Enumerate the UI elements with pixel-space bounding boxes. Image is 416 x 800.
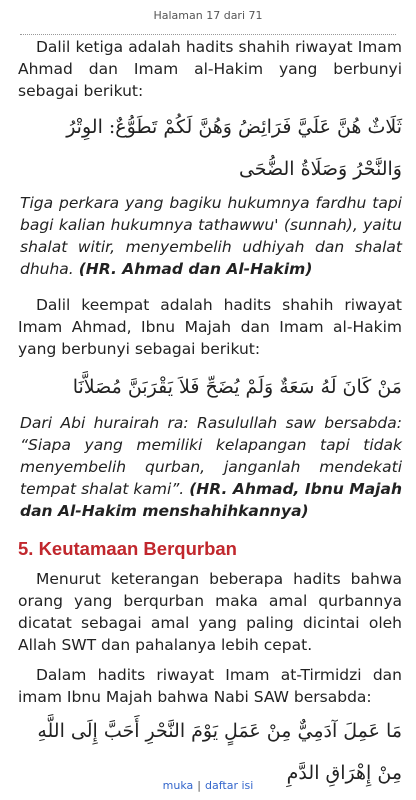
translation-2-reference: (HR. Ahmad, Ibnu Majah dan Al-Hakim menshahihkannya) bbox=[20, 480, 402, 520]
translation-2-text: Dari Abi hurairah ra: Rasulullah saw bersabda: “Siapa yang memiliki kelapangan tapi tidak menyembelih qurban, janganlah mendekati tempat shalat kami”. bbox=[20, 414, 402, 498]
section-heading: 5. Keutamaan Berqurban bbox=[18, 538, 237, 559]
translation-1 bbox=[18, 192, 402, 280]
home-link[interactable]: muka bbox=[162, 779, 194, 792]
paragraph-tirmidzi: Dalam hadits riwayat Imam at-Tirmidzi dan imam Ibnu Majah bahwa Nabi SAW bersabda: bbox=[18, 666, 402, 706]
paragraph-keutamaan: Menurut keterangan beberapa hadits bahwa orang yang berqurban maka amal qurbannya dicatat sebagai amal yang paling dicintai oleh Allah SWT dan pahalanya lebih cepat. bbox=[18, 570, 402, 654]
translation-1-text: Tiga perkara yang bagiku hukumnya fardhu tapi bagi kalian hukumnya tathawwu' (sunnah), yaitu shalat witir, menyembelih udhiyah dan shalat dhuha. bbox=[20, 194, 402, 278]
page-number-label: Halaman 17 dari 71 bbox=[153, 9, 263, 22]
arabic-hadith-2: مَنْ كَانَ لَهُ سَعَةٌ وَلَمْ يُضَحِّ فَلاَ يَقْرَبَنَّ مُصَلاَّنَا bbox=[72, 376, 402, 398]
footer-separator: | bbox=[197, 779, 201, 792]
arabic-hadith-3: مَا عَمِلَ آدَمِيٌّ مِنْ عَمَلٍ يَوْمَ النَّحْرِ أَحَبَّ إِلَى اللَّهِ مِنْ إِهْرَاقِ الدَّمِ bbox=[37, 720, 402, 784]
translation-2 bbox=[18, 412, 402, 522]
paragraph-dalil-keempat: Dalil keempat adalah hadits shahih riwayat Imam Ahmad, Ibnu Majah dan Imam al-Hakim yang berbunyi sebagai berikut: bbox=[18, 296, 402, 358]
page-footer bbox=[0, 779, 416, 792]
page-content bbox=[18, 36, 402, 794]
page-header bbox=[20, 0, 396, 35]
translation-1-reference: (HR. Ahmad dan Al-Hakim) bbox=[78, 260, 313, 278]
paragraph-dalil-ketiga: Dalil ketiga adalah hadits shahih riwayat Imam Ahmad dan Imam al-Hakim yang berbunyi sebagai berikut: bbox=[18, 38, 402, 100]
toc-link[interactable]: daftar isi bbox=[205, 779, 254, 792]
arabic-hadith-1: ثَلَاثٌ هُنَّ عَلَيَّ فَرَائِضُ وَهُنَّ لَكُمْ تَطَوُّعٌ: الوِتْرُ وَالنَّحْرُ وَصَلَاةُ الضُّحَى bbox=[66, 116, 402, 180]
